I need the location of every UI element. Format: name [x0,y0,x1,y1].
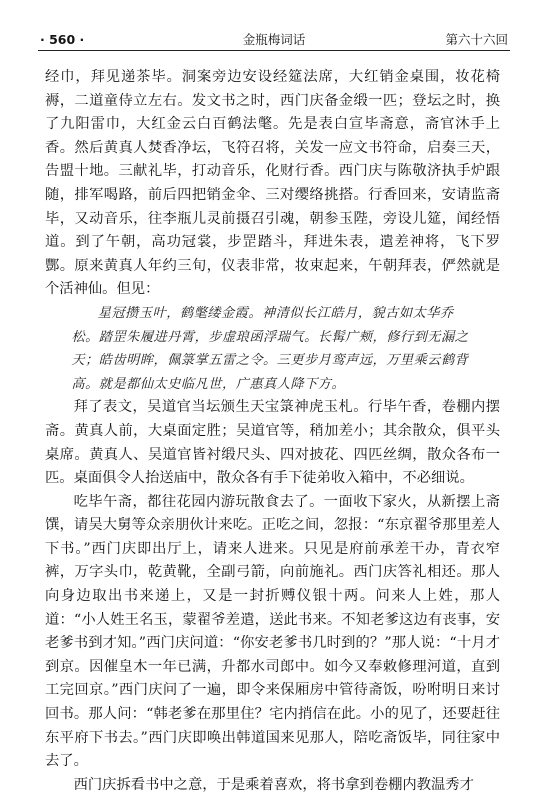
verse-line: 高。就是都仙太史临凡世，广惠真人降下方。 [71,376,346,392]
page-number: · 560 · [40,32,85,47]
chapter-title: 第六十六回 [445,32,508,47]
verse-line: 天；皓齿明眸，佩箓掌五雷之令。三更步月鸾声远，万里乘云鹤背 [71,353,469,369]
page-header [38,30,510,51]
page-body [45,66,500,797]
verse-line: 星冠攒玉叶，鹤氅缕金霞。神清似长江皓月，貌古如太华乔 [97,305,454,321]
verse-line: 松。踏罡朱履进丹霄，步虚琅函浮瑞气。长髯广颊，修行到无漏之 [71,329,469,345]
paragraph: 吃毕午斋，都往花园内游玩散食去了。一面收下家火，从新摆上斋馔，请吴大舅等众亲朋伙计来吃。正吃之间，忽报：“东京翟爷那里差人下书。”西门庆即出厅上，请来人进来。只见是府前承差干办，青衣窄裤，万字头巾，乾黄靴，全副弓箭，向前施礼。西门庆答礼相还。那人向身边取出书来递上，又是一封折赙仪银十两。问来人上姓，那人道：“小人姓王名玉，蒙翟爷差遣，送此书来。不知老爹这边有丧事，安老爹书到才知。”西门庆问道：“你安老爹书几时到的？”那人说：“十月才到京。因催皇木一年已满，升都水司郎中。如今又奉敕修理河道，直到工完回京。”西门庆问了一遍，即令来保厢房中管待斋饭，吩咐明日来讨回书。那人问：“韩老爹在那里住？宅内捎信在此。小的见了，还要赶往东平府下书去。”西门庆即唤出韩道国来见那人，陪吃斋饭毕，同往家中去了。 [45,493,500,770]
paragraph: 拜了表文，吴道官当坛颁生天宝箓神虎玉札。行毕午香，卷棚内摆斋。黄真人前，大桌面定胜；吴道官等，稍加差小；其余散众，俱平头桌席。黄真人、吴道官皆衬缎尺头、四对披花、四匹丝绸，散众各布一匹。桌面俱令人抬送庙中，散众各有手下徒弟收入箱中，不必细说。 [45,399,500,487]
paragraph: 西门庆拆看书中之意，于是乘着喜欢，将书拿到卷棚内教温秀才 [73,776,474,793]
book-title: 金瓶梅词话 [242,32,306,47]
verse-block [45,302,500,396]
paragraph: 经巾，拜见递茶毕。洞案旁边安设经筵法席，大红销金桌围，妆花椅褥，二道童侍立左右。发文书之时，西门庆备金缎一匹；登坛之时，换了九阳雷巾，大红金云白百鹤法氅。先是表白宣毕斋意，斋官沐手上香。然后黄真人焚香净坛，飞符召将，关发一应文书符命，启奏三天，告盟十地。三献礼毕，打动音乐，化财行香。西门庆与陈敬济执手炉跟随，排军喝路，前后四把销金伞、三对缨络挑搭。行香回来，安请监斋毕，又动音乐，往李瓶儿灵前摄召引魂，朝参玉陛，旁设儿筵，闻经悟道。到了午朝，高功冠裳，步罡踏斗，拜进朱表，遣差神将，飞下罗酆。原来黄真人年约三旬，仪表非常，妆束起来，午朝拜表，俨然就是个活神仙。但见： [45,69,500,298]
